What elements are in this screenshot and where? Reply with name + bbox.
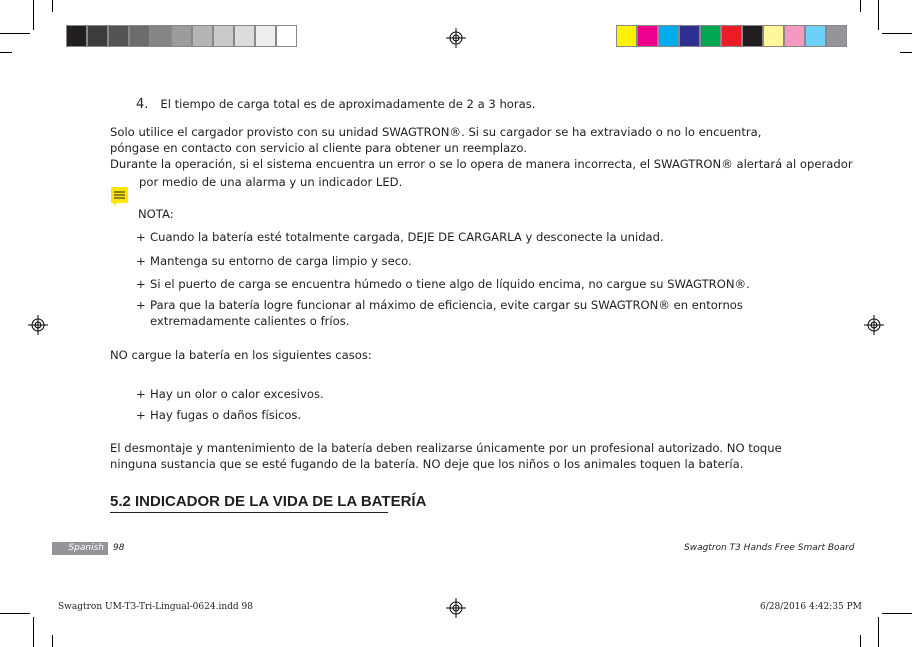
registration-mark-icon [28, 315, 48, 335]
note-item [136, 276, 750, 292]
step-text: El tiempo de carga total es de aproximadamente de 2 a 3 horas. [160, 97, 536, 111]
step-4 [136, 96, 536, 113]
no-charge-item-text: Hay fugas o daños físicos. [150, 408, 302, 422]
color-swatch [171, 25, 192, 47]
crop-mark [882, 613, 912, 614]
section-heading-underline [110, 512, 388, 513]
note-item-text: Mantenga su entorno de carga limpio y seco. [150, 254, 412, 268]
paragraph-charger: Solo utilice el cargador provisto con su unidad SWAGTRON®. Si su cargador se ha extraviado o no lo encuentra, póngase en contacto con servicio al cliente para obtener un reemplazo. [110, 125, 762, 155]
registration-mark-icon [446, 598, 466, 618]
crop-mark [0, 52, 12, 53]
color-swatch [700, 25, 721, 47]
color-swatch [276, 25, 297, 47]
note-label: NOTA: [138, 207, 174, 221]
registration-mark-icon [864, 315, 884, 335]
no-charge-item-text: Hay un olor o calor excesivos. [150, 387, 324, 401]
color-swatch [234, 25, 255, 47]
crop-mark [33, 0, 34, 30]
note-item-text: Si el puerto de carga se encuentra húmedo o tiene algo de líquido encima, no cargue su SWAGTRON®. [150, 277, 750, 291]
crop-mark [0, 33, 30, 34]
bullet: + [136, 408, 146, 422]
paragraph-operation-line2: por medio de una alarma y un indicador LED. [139, 175, 403, 189]
crop-mark [52, 0, 53, 12]
note-item [136, 229, 664, 245]
note-item [136, 297, 810, 329]
crop-mark [900, 52, 912, 53]
color-swatch [66, 25, 87, 47]
no-charge-item [136, 386, 324, 402]
color-swatch [721, 25, 742, 47]
crop-mark [52, 635, 53, 647]
note-item-text: Para que la batería logre funcionar al máximo de eficiencia, evite cargar su SWAGTRON® en entornos extremadamente calientes o fríos. [150, 298, 743, 328]
color-swatch [213, 25, 234, 47]
slug-datetime: 6/28/2016 4:42:35 PM [760, 602, 862, 612]
section-heading: 5.2 INDICADOR DE LA VIDA DE LA BATERÍA [110, 493, 427, 510]
crop-mark [878, 0, 879, 30]
slug-filename: Swagtron UM-T3-Tri-Lingual-0624.indd 98 [58, 602, 253, 612]
language-tab: Spanish [52, 542, 108, 555]
crop-mark [33, 617, 34, 647]
bullet: + [136, 387, 146, 401]
registration-mark-icon [446, 28, 466, 48]
bullet: + [136, 298, 146, 312]
no-charge-item [136, 407, 301, 423]
color-swatch [129, 25, 150, 47]
color-swatch [784, 25, 805, 47]
page-number: 98 [113, 543, 125, 553]
bullet: + [136, 230, 146, 244]
bullet: + [136, 254, 146, 268]
crop-mark [860, 635, 861, 647]
crop-mark [860, 0, 861, 12]
color-swatch [742, 25, 763, 47]
color-swatch [192, 25, 213, 47]
note-item [136, 253, 412, 269]
crop-mark [882, 33, 912, 34]
paragraph-dismantle: El desmontaje y mantenimiento de la batería deben realizarse únicamente por un profesional autorizado. NO toque ninguna sustancia que se esté fugando de la batería. NO deje que los niños o los animales toquen la batería. [110, 441, 782, 471]
color-swatch [150, 25, 171, 47]
color-swatch [658, 25, 679, 47]
color-swatch [826, 25, 847, 47]
product-name: Swagtron T3 Hands Free Smart Board [684, 543, 855, 553]
paragraph-operation-line1: Durante la operación, si el sistema encuentra un error o se lo opera de manera incorrecta, el SWAGTRON® alertará al operador [110, 157, 853, 171]
color-swatch [763, 25, 784, 47]
color-swatch [637, 25, 658, 47]
crop-mark [878, 617, 879, 647]
note-icon [110, 186, 130, 206]
crop-mark [0, 613, 30, 614]
note-item-text: Cuando la batería esté totalmente cargada, DEJE DE CARGARLA y desconecte la unidad. [150, 230, 664, 244]
no-charge-intro: NO cargue la batería en los siguientes casos: [110, 348, 372, 362]
color-swatch [87, 25, 108, 47]
color-swatch [108, 25, 129, 47]
color-swatch [255, 25, 276, 47]
color-swatch [616, 25, 637, 47]
color-swatch [679, 25, 700, 47]
color-swatch [805, 25, 826, 47]
step-number: 4. [136, 97, 149, 112]
bullet: + [136, 277, 146, 291]
